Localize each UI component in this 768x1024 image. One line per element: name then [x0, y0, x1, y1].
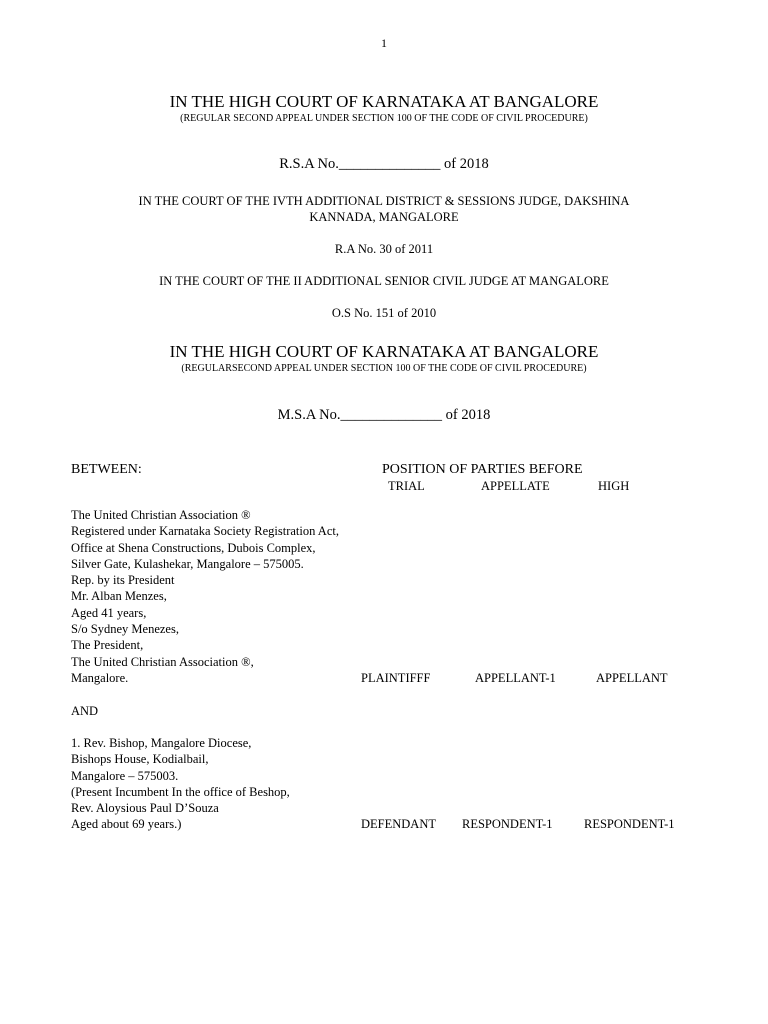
appellant-line: S/o Sydney Menezes, — [71, 622, 179, 637]
court-subtitle: (REGULAR SECOND APPEAL UNDER SECTION 100 OF THE CODE OF CIVIL PROCEDURE) — [180, 113, 588, 124]
column-high: HIGH — [598, 479, 630, 493]
respondent-appellate-status: RESPONDENT-1 — [462, 817, 553, 831]
between-label: BETWEEN: — [71, 462, 142, 477]
appellant-address — [71, 507, 339, 686]
appellant-high-status: APPELLANT — [596, 671, 668, 685]
appellant-line: Office at Shena Constructions, Dubois Complex, — [71, 540, 316, 555]
position-header: POSITION OF PARTIES BEFORE — [382, 462, 583, 477]
appellant-line: The United Christian Association ®, — [71, 654, 254, 669]
lower-court-line-2: KANNADA, MANGALORE — [309, 210, 459, 224]
appellant-line: The President, — [71, 638, 144, 653]
and-label: AND — [71, 704, 99, 718]
column-appellate: APPELLATE — [481, 479, 550, 493]
appellant-line: Mangalore. — [71, 670, 129, 685]
respondent-address — [71, 735, 290, 833]
appellant-line: Aged 41 years, — [71, 605, 147, 620]
respondent-line: (Present Incumbent In the office of Beshop, — [71, 784, 290, 799]
respondent-line: Bishops House, Kodialbail, — [71, 752, 209, 767]
court-title-2: IN THE HIGH COURT OF KARNATAKA AT BANGALORE — [169, 342, 599, 361]
column-trial: TRIAL — [388, 479, 425, 493]
ra-case-number: R.A No. 30 of 2011 — [334, 242, 434, 256]
rsa-case-number: R.S.A No.______________ of 2018 — [279, 156, 489, 172]
respondent-trial-status: DEFENDANT — [361, 817, 436, 831]
court-subtitle-2: (REGULARSECOND APPEAL UNDER SECTION 100 OF THE CODE OF CIVIL PROCEDURE) — [181, 363, 587, 374]
page-number: 1 — [381, 36, 387, 50]
appellant-trial-status: PLAINTIFFF — [361, 671, 431, 685]
appellant-line: Mr. Alban Menzes, — [71, 589, 167, 604]
appellant-line: The United Christian Association ® — [71, 508, 251, 522]
respondent-line: 1. Rev. Bishop, Mangalore Diocese, — [71, 736, 252, 750]
appellant-appellate-status: APPELLANT-1 — [475, 671, 556, 685]
respondent-line: Aged about 69 years.) — [71, 817, 182, 832]
respondent-line: Rev. Aloysious Paul D’Souza — [71, 801, 219, 816]
respondent-line: Mangalore – 575003. — [71, 768, 179, 783]
os-case-number: O.S No. 151 of 2010 — [331, 306, 437, 320]
appellant-line: Registered under Karnataka Society Registration Act, — [71, 524, 339, 539]
msa-case-number: M.S.A No.______________ of 2018 — [277, 407, 491, 423]
court-title: IN THE HIGH COURT OF KARNATAKA AT BANGALORE — [169, 92, 599, 111]
trial-court-line: IN THE COURT OF THE II ADDITIONAL SENIOR CIVIL JUDGE AT MANGALORE — [159, 274, 609, 288]
appellant-line: Rep. by its President — [71, 573, 175, 588]
appellant-line: Silver Gate, Kulashekar, Mangalore – 575005. — [71, 556, 304, 571]
respondent-high-status: RESPONDENT-1 — [584, 817, 675, 831]
lower-court-line-1: IN THE COURT OF THE IVTH ADDITIONAL DISTRICT & SESSIONS JUDGE, DAKSHINA — [138, 194, 630, 208]
